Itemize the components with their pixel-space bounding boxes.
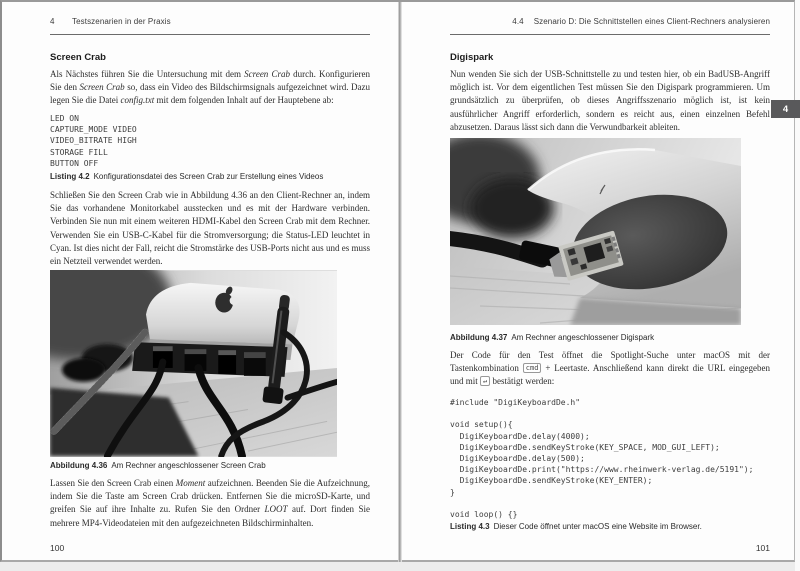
section-number: 4.4 xyxy=(512,17,524,26)
figure-caption-4-37 xyxy=(450,333,770,342)
figure-label: Abbildung 4.37 xyxy=(450,333,508,342)
running-head-left xyxy=(50,17,370,26)
code-line xyxy=(450,498,770,509)
paragraph: Nun wenden Sie sich der USB-Schnittstelle zu und testen hier, ob ein BadUSB-Angriff möglich ist. Vor dem eigentlichen Test müssen Sie den Digispark programmieren. Um grundsätzlich zu überprüfen, ob dieses Angriffsszenario möglich ist, ist kein ausführlicher Angriff erforderlich, sondern es reicht aus, einen einzelnen Befehl abzusetzen. Daraus lässt sich dann die Verwundbarkeit ableiten. xyxy=(450,69,770,132)
code-line: } xyxy=(450,487,455,497)
text-run: + Leertaste. Anschließend kann direkt die URL eingegeben und mit xyxy=(450,363,771,387)
text-run: auf. Dort finden Sie mehrere MP4-Videodateien mit den aufgezeichneten Bildschirminhalten. xyxy=(50,504,370,528)
text-run: durch. Konfigurieren Sie den xyxy=(50,69,370,93)
figure-label: Abbildung 4.36 xyxy=(50,461,108,470)
listing-caption-4-2 xyxy=(50,172,370,181)
header-rule-right xyxy=(450,34,770,35)
cmd-key-icon: cmd xyxy=(523,363,542,373)
code-listing-screen-crab-config xyxy=(50,113,370,169)
text-run-italic: Screen Crab xyxy=(79,82,125,93)
section-heading-screen-crab: Screen Crab xyxy=(50,52,106,63)
page-number-left: 100 xyxy=(50,543,65,553)
code-line: #include "DigiKeyboardDe.h" xyxy=(450,398,581,407)
code-line: BUTTON OFF xyxy=(50,158,99,168)
section-title: Szenario D: Die Schnittstellen eines Client-Rechners analysieren xyxy=(533,17,770,26)
figure-4-37-photo xyxy=(450,138,741,325)
listing-label: Listing 4.3 xyxy=(450,522,490,531)
book-gutter xyxy=(398,2,402,564)
code-line xyxy=(450,408,770,419)
listing-label: Listing 4.2 xyxy=(50,172,90,181)
running-head-right xyxy=(450,17,770,26)
enter-key-icon: ↵ xyxy=(480,376,490,386)
text-run: Als Nächstes führen Sie die Untersuchung mit dem xyxy=(50,69,245,79)
figure-caption-text: Am Rechner angeschlossener Screen Crab xyxy=(111,461,266,470)
code-line: LED ON xyxy=(50,114,79,123)
listing-caption-text: Konfigurationsdatei des Screen Crab zur Erstellung eines Videos xyxy=(93,172,324,181)
listing-caption-text: Dieser Code öffnet unter macOS eine Website im Browser. xyxy=(493,522,702,531)
page-bottom-edge xyxy=(0,562,795,571)
code-line: VIDEO_BITRATE HIGH xyxy=(50,136,137,146)
code-line: void loop() {} xyxy=(450,509,518,519)
paragraph xyxy=(450,349,770,389)
text-run-italic: config.txt xyxy=(120,95,155,106)
chapter-title: Testszenarien in der Praxis xyxy=(72,17,171,26)
chapter-thumb-tab: 4 xyxy=(771,100,800,118)
text-run: mit dem folgenden Inhalt auf der Hauptebene ab: xyxy=(154,95,334,106)
chapter-number: 4 xyxy=(50,17,55,26)
figure-caption-text: Am Rechner angeschlossener Digispark xyxy=(511,333,655,342)
code-line: void setup(){ xyxy=(450,420,513,430)
screen-crab-photo-illustration xyxy=(50,270,337,457)
text-run-italic: Moment xyxy=(175,478,206,488)
header-rule-left xyxy=(50,34,370,35)
paragraph xyxy=(50,68,370,108)
code-line: STORAGE FILL xyxy=(50,147,108,157)
code-line: DigiKeyboardDe.delay(500); xyxy=(450,453,585,463)
text-run-italic: LOOT xyxy=(264,504,288,515)
digispark-photo-illustration xyxy=(450,138,741,325)
code-line: CAPTURE_MODE VIDEO xyxy=(50,125,137,135)
text-run: bestätigt werden: xyxy=(490,376,555,387)
text-run: so, dass ein Video des Bildschirmsignals aufgezeichnet wird. Dazu legen Sie die Datei xyxy=(50,82,370,106)
paragraph: Schließen Sie den Screen Crab wie in Abbildung 4.36 an den Client-Rechner an, indem Sie das vorhandene Monitorkabel ausstecken und es mit der Hardware verbinden. Verbinden Sie nun mit einem weiteren HDMI-Kabel den Screen Crab mit dem Rechner. Verwenden Sie ein USB-C-Kabel für die Stromversorgung; die Status-LED leuchtet in Cyan. Ist dies nicht der Fall, reicht die Stromstärke des USB-Ports nicht aus und es muss ein Netzteil verwendet werden. xyxy=(50,190,370,267)
code-line: DigiKeyboardDe.delay(4000); xyxy=(450,431,590,441)
figure-caption-4-36 xyxy=(50,461,370,470)
page-number-right: 101 xyxy=(755,543,770,553)
listing-caption-4-3 xyxy=(450,522,770,531)
section-heading-digispark: Digispark xyxy=(450,52,494,63)
code-listing-digispark xyxy=(450,397,770,520)
paragraph xyxy=(50,477,370,530)
code-line: DigiKeyboardDe.sendKeyStroke(KEY_ENTER); xyxy=(450,476,653,486)
figure-4-36-photo xyxy=(50,270,337,457)
code-line: DigiKeyboardDe.sendKeyStroke(KEY_SPACE, MOD_GUI_LEFT); xyxy=(450,442,720,452)
text-run: Der Code für den Test öffnet die Spotlight-Suche unter macOS mit der Tastenkombination xyxy=(450,350,770,374)
text-run: Lassen Sie den Screen Crab einen xyxy=(50,478,176,488)
text-run: aufzeichnen. Beenden Sie die Aufzeichnung, indem Sie die Taste am Screen Crab drücken. Entfernen Sie die microSD-Karte, und greifen Sie auf ihre Inhalte zu. Rufen Sie den Ordner xyxy=(50,478,371,515)
text-run-italic: Screen Crab xyxy=(244,69,290,79)
code-line: DigiKeyboardDe.print("https://www.rheinwerk-verlag.de/5191"); xyxy=(450,465,754,475)
